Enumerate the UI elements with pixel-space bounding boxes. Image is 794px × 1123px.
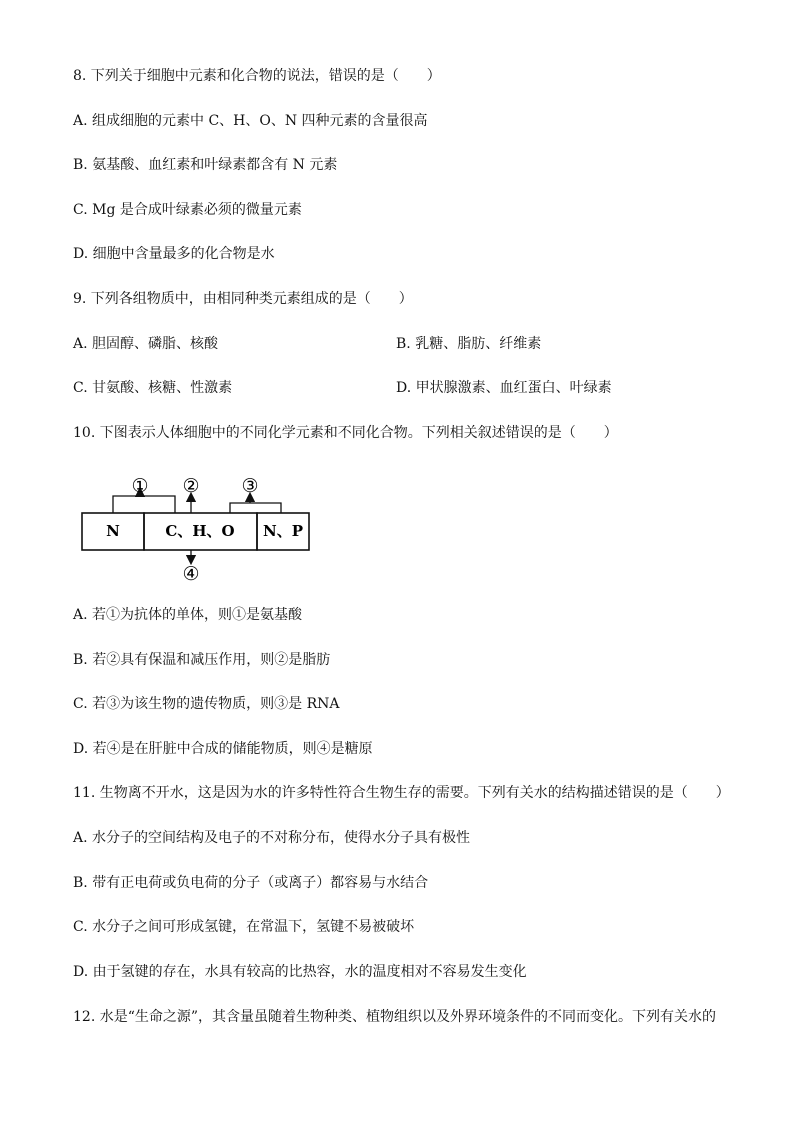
q10-option-d: D. 若④是在肝脏中合成的储能物质，则④是糖原 [73, 741, 373, 757]
q9-option-a: A. 胆固醇、磷脂、核酸 [73, 336, 219, 352]
q9-option-d: D. 甲状腺激素、血红蛋白、叶绿素 [396, 380, 612, 396]
q11-stem: 11. 生物离不开水，这是因为水的许多特性符合生物生存的需要。下列有关水的结构描述错误的是（ ） [73, 785, 730, 801]
q9-option-b: B. 乳糖、脂肪、纤维素 [396, 336, 542, 352]
label-circle-1: ① [131, 475, 149, 497]
box-np-label: N、P [263, 522, 303, 540]
q9-stem: 9. 下列各组物质中，由相同种类元素组成的是（ ） [73, 291, 413, 307]
label-circle-4: ④ [182, 563, 200, 585]
q11-option-d: D. 由于氢键的存在，水具有较高的比热容，水的温度相对不容易发生变化 [73, 964, 527, 980]
label-circle-3: ③ [241, 475, 259, 497]
box-n-label: N [106, 522, 120, 540]
q8-option-a: A. 组成细胞的元素中 C、H、O、N 四种元素的含量很高 [73, 113, 428, 129]
label-circle-2: ② [182, 475, 200, 497]
q8-option-c: C. Mg 是合成叶绿素必须的微量元素 [73, 202, 302, 218]
q8-option-d: D. 细胞中含量最多的化合物是水 [73, 246, 275, 262]
q11-option-c: C. 水分子之间可形成氢键，在常温下，氢键不易被破坏 [73, 919, 415, 935]
q10-option-a: A. 若①为抗体的单体，则①是氨基酸 [73, 607, 303, 623]
q11-option-a: A. 水分子的空间结构及电子的不对称分布，使得水分子具有极性 [73, 830, 471, 846]
q10-option-b: B. 若②具有保温和减压作用，则②是脂肪 [73, 652, 331, 668]
q11-option-b: B. 带有正电荷或负电荷的分子（或离子）都容易与水结合 [73, 875, 429, 891]
q12-stem: 12. 水是“生命之源”，其含量虽随着生物种类、植物组织以及外界环境条件的不同而变化。下列有关水的 [73, 1009, 717, 1025]
q9-option-c: C. 甘氨酸、核糖、性激素 [73, 380, 233, 396]
connector-3 [230, 503, 281, 513]
q8-option-b: B. 氨基酸、血红素和叶绿素都含有 N 元素 [73, 157, 338, 173]
element-compound-diagram [70, 470, 330, 590]
q10-option-c: C. 若③为该生物的遗传物质，则③是 RNA [73, 696, 340, 712]
q10-stem: 10. 下图表示人体细胞中的不同化学元素和不同化合物。下列相关叙述错误的是（ ） [73, 425, 618, 441]
box-cho-label: C、H、O [165, 522, 235, 540]
connector-1 [113, 496, 175, 513]
q8-stem: 8. 下列关于细胞中元素和化合物的说法，错误的是（ ） [73, 68, 441, 84]
